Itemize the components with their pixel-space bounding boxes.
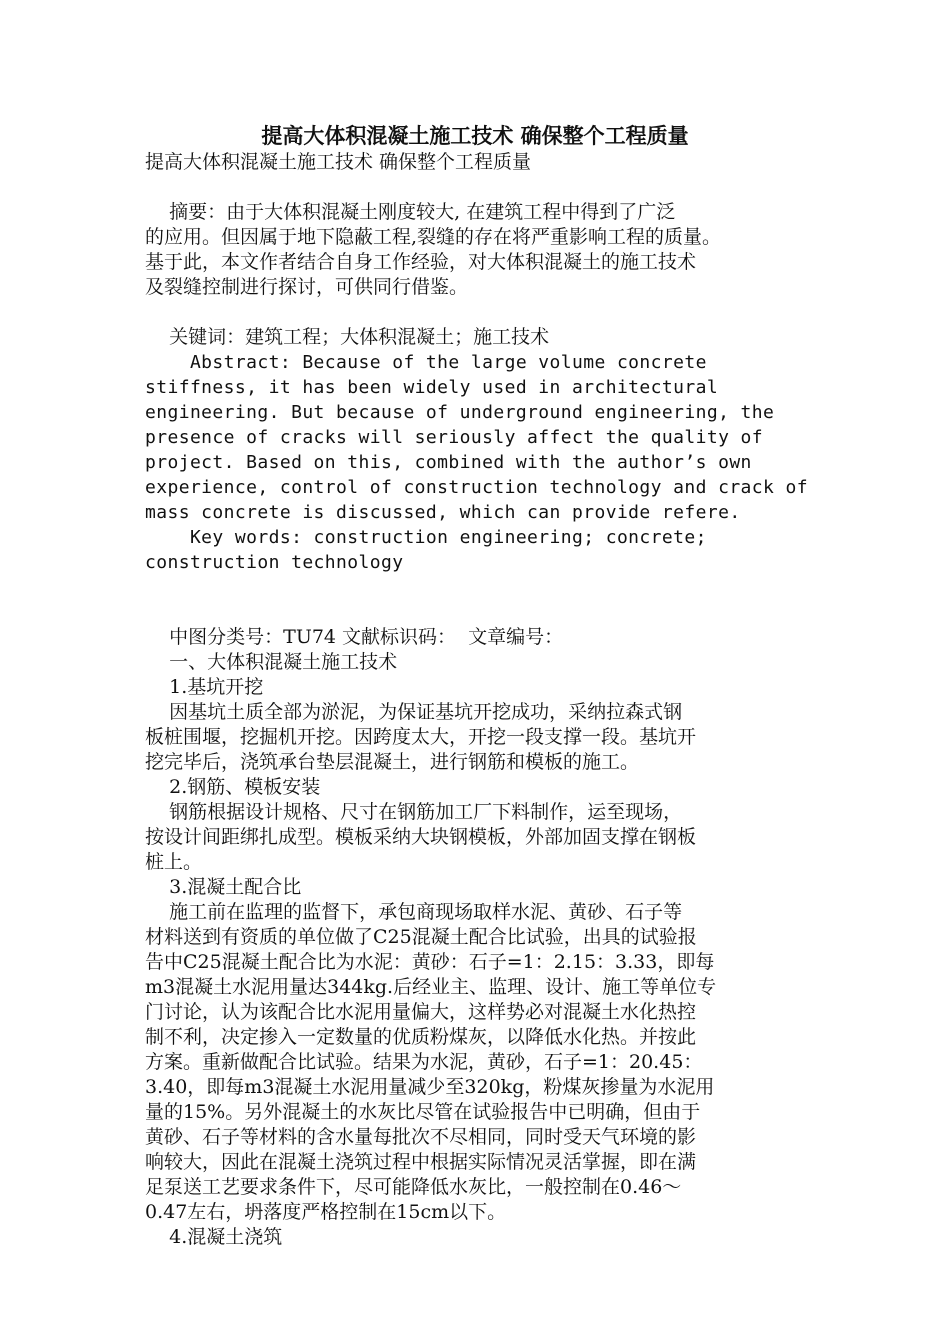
abstract-cn-line: 基于此，本文作者结合自身工作经验，对大体积混凝土的施工技术 bbox=[145, 251, 697, 273]
paragraph-line: 告中C25混凝土配合比为水泥：黄砂：石子=1：2.15：3.33，即每 bbox=[145, 951, 715, 973]
paragraph-line: 制不利，决定掺入一定数量的优质粉煤灰，以降低水化热。并按此 bbox=[145, 1026, 697, 1048]
paragraph-line: 3.40，即每m3混凝土水泥用量减少至320kg，粉煤灰掺量为水泥用 bbox=[145, 1076, 715, 1098]
paragraph-line: 挖完毕后，浇筑承台垫层混凝土，进行钢筋和模板的施工。 bbox=[145, 751, 640, 773]
abstract-en-line: engineering. But because of underground engineering, the bbox=[145, 402, 775, 423]
document-title: 提高大体积混凝土施工技术 确保整个工程质量 bbox=[261, 123, 689, 148]
abstract-cn-line: 摘要：由于大体积混凝土刚度较大, 在建筑工程中得到了广泛 bbox=[145, 201, 676, 223]
abstract-en bbox=[145, 350, 810, 575]
paragraph-line: 足泵送工艺要求条件下，尽可能降低水灰比，一般控制在0.46～ bbox=[145, 1176, 682, 1198]
paragraph-line: 门讨论，认为该配合比水泥用量偏大，这样势必对混凝土水化热控 bbox=[145, 1001, 697, 1023]
abstract-en-line: mass concrete is discussed, which can provide refere. bbox=[145, 502, 741, 523]
subsection-heading: 2.钢筋、模板安装 bbox=[145, 776, 321, 798]
paragraph-line: 响较大，因此在混凝土浇筑过程中根据实际情况灵活掌握，即在满 bbox=[145, 1151, 697, 1173]
paragraph-line: 按设计间距绑扎成型。模板采纳大块钢模板，外部加固支撑在钢板 bbox=[145, 826, 697, 848]
paragraph-line: 量的15%。另外混凝土的水灰比尽管在试验报告中已明确，但由于 bbox=[145, 1101, 701, 1123]
paragraph-line: m3混凝土水泥用量达344kg.后经业主、监理、设计、施工等单位专 bbox=[145, 976, 717, 998]
blank-line bbox=[145, 300, 810, 325]
keywords-cn: 关键词：建筑工程；大体积混凝土；施工技术 bbox=[145, 326, 550, 348]
blank-line bbox=[145, 575, 810, 600]
abstract-cn-line: 及裂缝控制进行探讨，可供同行借鉴。 bbox=[145, 276, 469, 298]
document-subtitle: 提高大体积混凝土施工技术 确保整个工程质量 bbox=[145, 151, 532, 173]
abstract-cn bbox=[145, 200, 810, 300]
paragraph-line: 材料送到有资质的单位做了C25混凝土配合比试验，出具的试验报 bbox=[145, 926, 697, 948]
paragraph-line: 钢筋根据设计规格、尺寸在钢筋加工厂下料制作，运至现场， bbox=[145, 801, 683, 823]
abstract-en-line: stiffness, it has been widely used in architectural bbox=[145, 377, 719, 398]
keywords-en-line: Key words: construction engineering; concrete; bbox=[145, 527, 707, 548]
subsection-heading: 3.混凝土配合比 bbox=[145, 876, 302, 898]
subsection-heading: 4.混凝土浇筑 bbox=[145, 1226, 283, 1248]
keywords-en-line: construction technology bbox=[145, 552, 404, 573]
classification-line: 中图分类号：TU74 文献标识码： 文章编号： bbox=[145, 626, 564, 648]
subsection-heading: 1.基坑开挖 bbox=[145, 676, 264, 698]
abstract-en-line: Abstract: Because of the large volume concrete bbox=[145, 352, 707, 373]
section-heading: 一、大体积混凝土施工技术 bbox=[145, 651, 398, 673]
blank-line bbox=[145, 175, 810, 200]
abstract-en-line: presence of cracks will seriously affect the quality of bbox=[145, 427, 764, 448]
paragraph-line: 施工前在监理的监督下，承包商现场取样水泥、黄砂、石子等 bbox=[145, 901, 683, 923]
abstract-cn-line: 的应用。但因属于地下隐蔽工程,裂缝的存在将严重影响工程的质量。 bbox=[145, 226, 722, 248]
abstract-en-line: project. Based on this, combined with the author’s own bbox=[145, 452, 752, 473]
abstract-en-line: experience, control of construction technology and crack of bbox=[145, 477, 808, 498]
paragraph-line: 方案。重新做配合比试验。结果为水泥，黄砂，石子=1：20.45： bbox=[145, 1051, 703, 1073]
document-body bbox=[145, 150, 810, 1250]
paragraph-line: 黄砂、石子等材料的含水量每批次不尽相同，同时受天气环境的影 bbox=[145, 1126, 697, 1148]
blank-line bbox=[145, 600, 810, 625]
paragraph-line: 因基坑土质全部为淤泥，为保证基坑开挖成功，采纳拉森式钢 bbox=[145, 701, 683, 723]
paragraph-line: 0.47左右，坍落度严格控制在15cm以下。 bbox=[145, 1201, 507, 1223]
paragraph-line: 桩上。 bbox=[145, 851, 203, 873]
paragraph-line: 板桩围堰，挖掘机开挖。因跨度太大，开挖一段支撑一段。基坑开 bbox=[145, 726, 697, 748]
